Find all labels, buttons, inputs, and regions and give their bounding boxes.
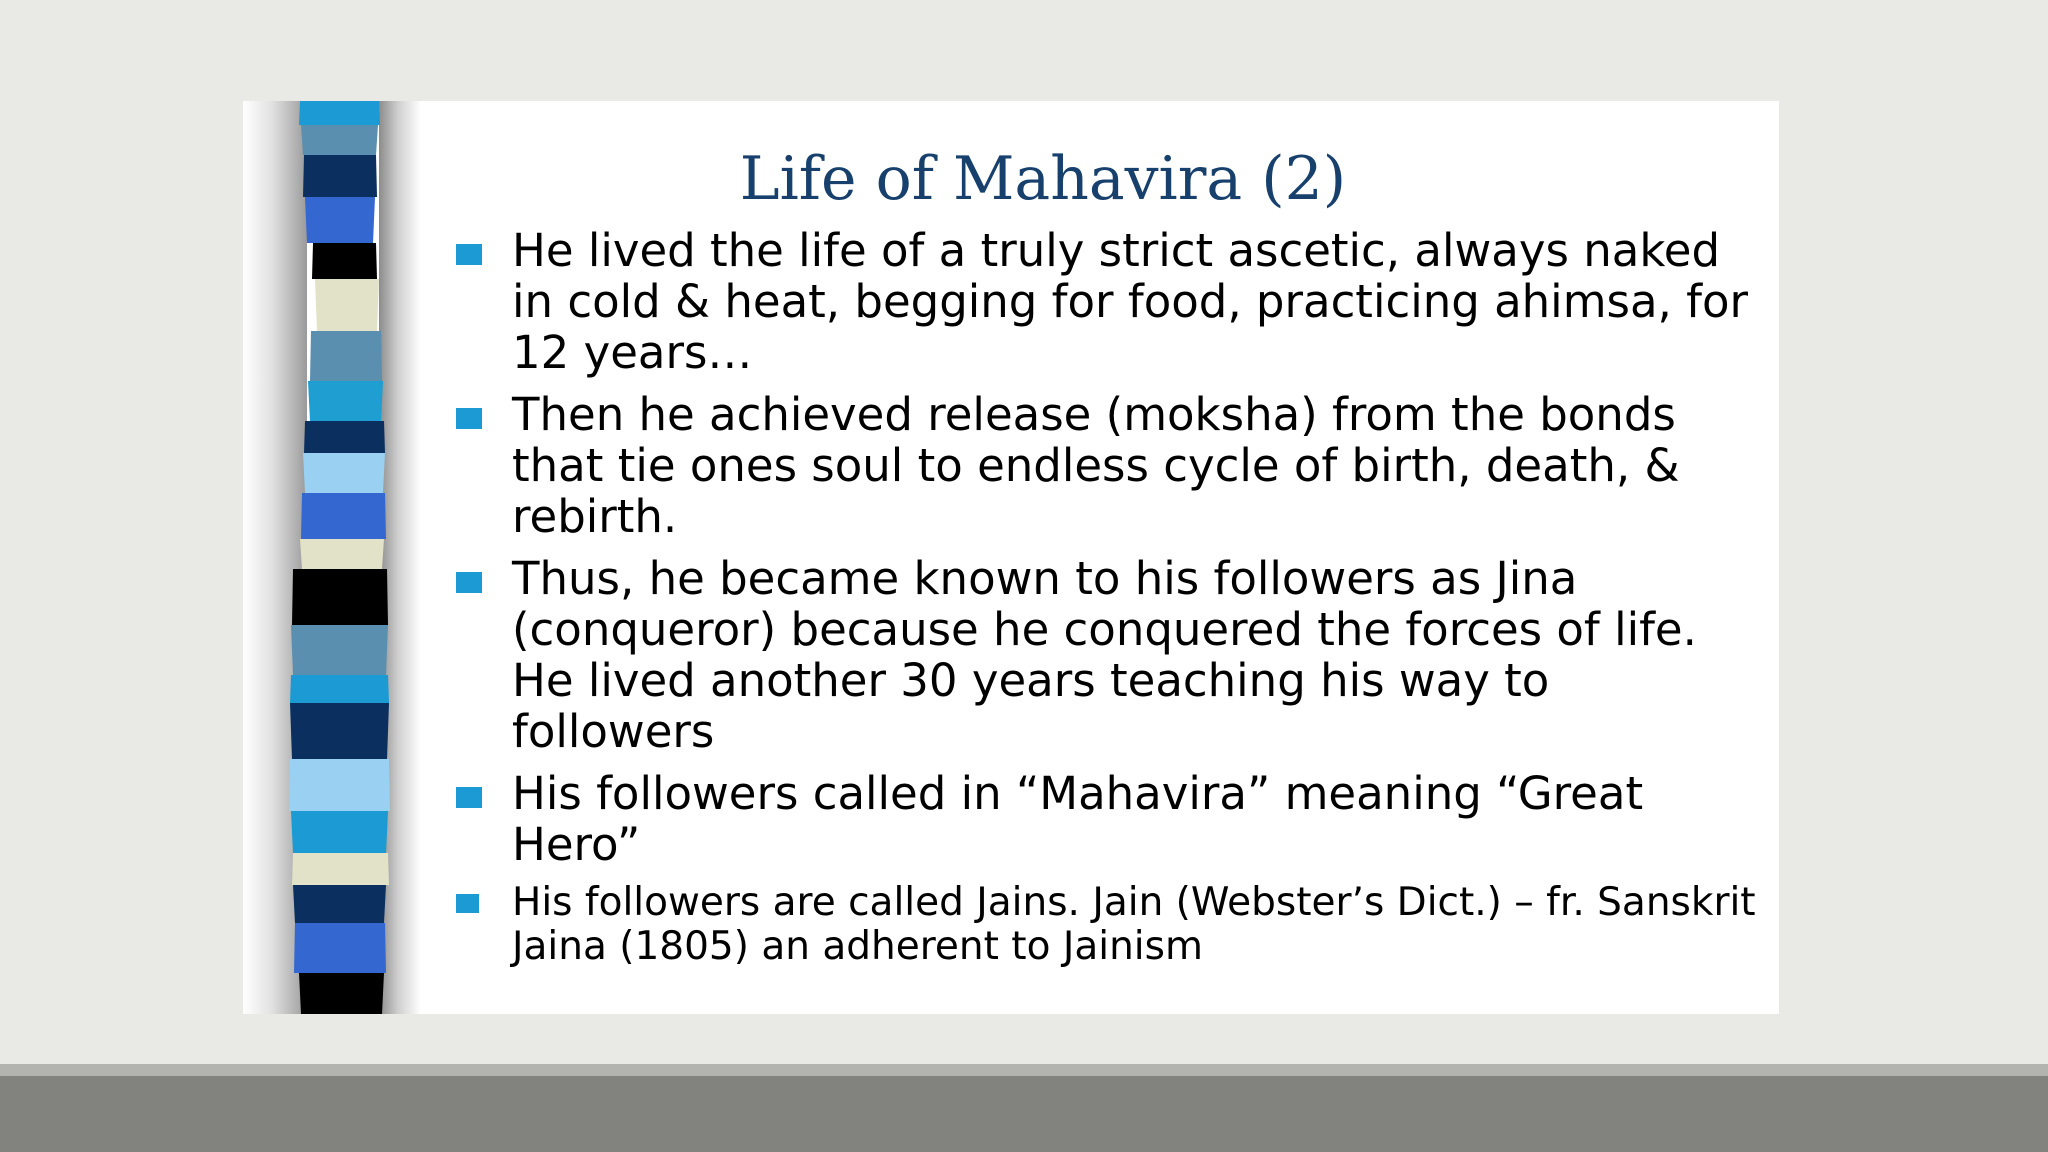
bottom-toolbar-bar [0,1064,2048,1152]
square-bullet-icon [456,244,482,265]
bullet-item [456,553,1756,757]
decorative-stripe-column [243,101,443,1014]
stripe-band [292,853,389,885]
stripe-band [305,197,375,243]
stripe-band [299,973,384,1014]
stripe-band [301,493,386,539]
bullet-text: Then he achieved release (moksha) from the bonds that tie ones soul to endless cycle of birth, death, & rebirth. [512,388,1680,543]
bullet-text: He lived the life of a truly strict ascetic, always naked in cold & heat, begging for food, practicing ahimsa, for 12 years… [512,224,1749,379]
stripe-band [308,381,383,421]
stripe-band [291,811,388,853]
slide-title: Life of Mahavira (2) [739,144,1347,214]
bullet-item [456,881,1756,969]
stripe-band [299,101,380,125]
stripe-band [310,331,382,381]
stripe-band [303,155,377,197]
square-bullet-icon [456,572,482,593]
stripe-band [315,279,379,331]
stripe-band [289,759,390,811]
stripe-band [291,625,388,675]
stripe-band [294,923,386,973]
stripe-band [300,539,384,569]
bullet-item [456,389,1756,542]
bullet-text: Thus, he became known to his followers as Jina (conqueror) because he conquered the forces of life. He lived another 30 years teaching his way to followers [512,552,1697,758]
stripe-band [304,421,385,453]
bullet-list [456,225,1756,980]
slide [243,101,1779,1014]
bullet-item [456,225,1756,378]
square-bullet-icon [456,894,479,913]
stripe-band [290,703,389,759]
bullet-text: His followers are called Jains. Jain (Webster’s Dict.) – fr. Sanskrit Jaina (1805) an adherent to Jainism [512,880,1756,969]
stripe-band [312,243,377,279]
stripe-band [303,453,385,493]
bullet-item [456,768,1756,870]
stripe-band [301,125,378,155]
stripe-band [290,675,389,703]
square-bullet-icon [456,408,482,429]
stripe-band [293,885,386,923]
bullet-text: His followers called in “Mahavira” meaning “Great Hero” [512,767,1644,871]
square-bullet-icon [456,787,482,808]
stripe-band [292,569,388,625]
